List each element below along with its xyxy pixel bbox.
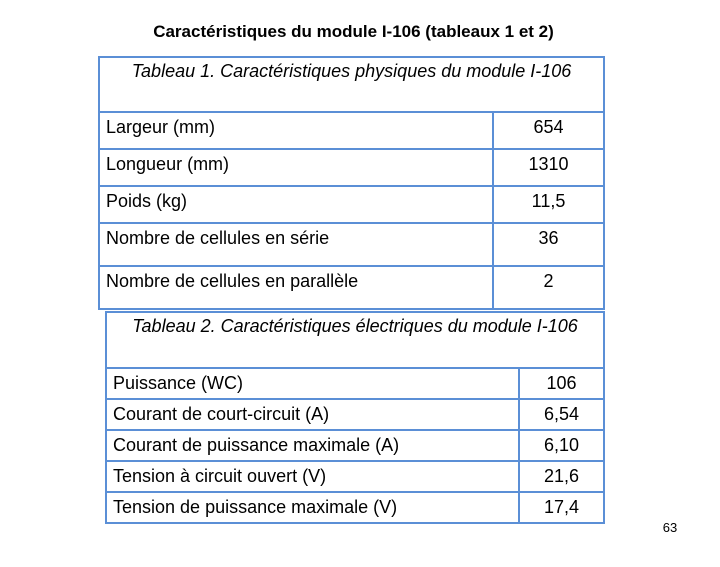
row-value: 36 (493, 223, 604, 266)
table-caption: Tableau 2. Caractéristiques électriques du module I-106 (106, 312, 604, 368)
row-label: Courant de puissance maximale (A) (106, 430, 519, 461)
row-label: Courant de court-circuit (A) (106, 399, 519, 430)
row-value: 2 (493, 266, 604, 309)
table-row (106, 399, 604, 430)
physical-characteristics-table (98, 56, 605, 310)
row-value: 654 (493, 112, 604, 149)
table-row (106, 368, 604, 399)
row-label: Nombre de cellules en série (99, 223, 493, 266)
row-label: Tension de puissance maximale (V) (106, 492, 519, 523)
electrical-characteristics-table (105, 311, 605, 524)
row-value: 6,10 (519, 430, 604, 461)
row-value: 6,54 (519, 399, 604, 430)
row-value: 1310 (493, 149, 604, 186)
row-value: 106 (519, 368, 604, 399)
row-value: 11,5 (493, 186, 604, 223)
table-row (99, 266, 604, 309)
row-label: Tension à circuit ouvert (V) (106, 461, 519, 492)
row-label: Longueur (mm) (99, 149, 493, 186)
table-row (106, 461, 604, 492)
table-row (106, 492, 604, 523)
table-row (99, 149, 604, 186)
row-label: Puissance (WC) (106, 368, 519, 399)
table-caption: Tableau 1. Caractéristiques physiques du module I-106 (99, 57, 604, 112)
table-row (99, 223, 604, 266)
table-row (99, 112, 604, 149)
table-row (99, 186, 604, 223)
page-title: Caractéristiques du module I-106 (tableaux 1 et 2) (153, 22, 554, 41)
table-row (106, 430, 604, 461)
row-label: Largeur (mm) (99, 112, 493, 149)
row-value: 21,6 (519, 461, 604, 492)
row-label: Poids (kg) (99, 186, 493, 223)
row-value: 17,4 (519, 492, 604, 523)
row-label: Nombre de cellules en parallèle (99, 266, 493, 309)
page-number: 63 (662, 520, 678, 535)
